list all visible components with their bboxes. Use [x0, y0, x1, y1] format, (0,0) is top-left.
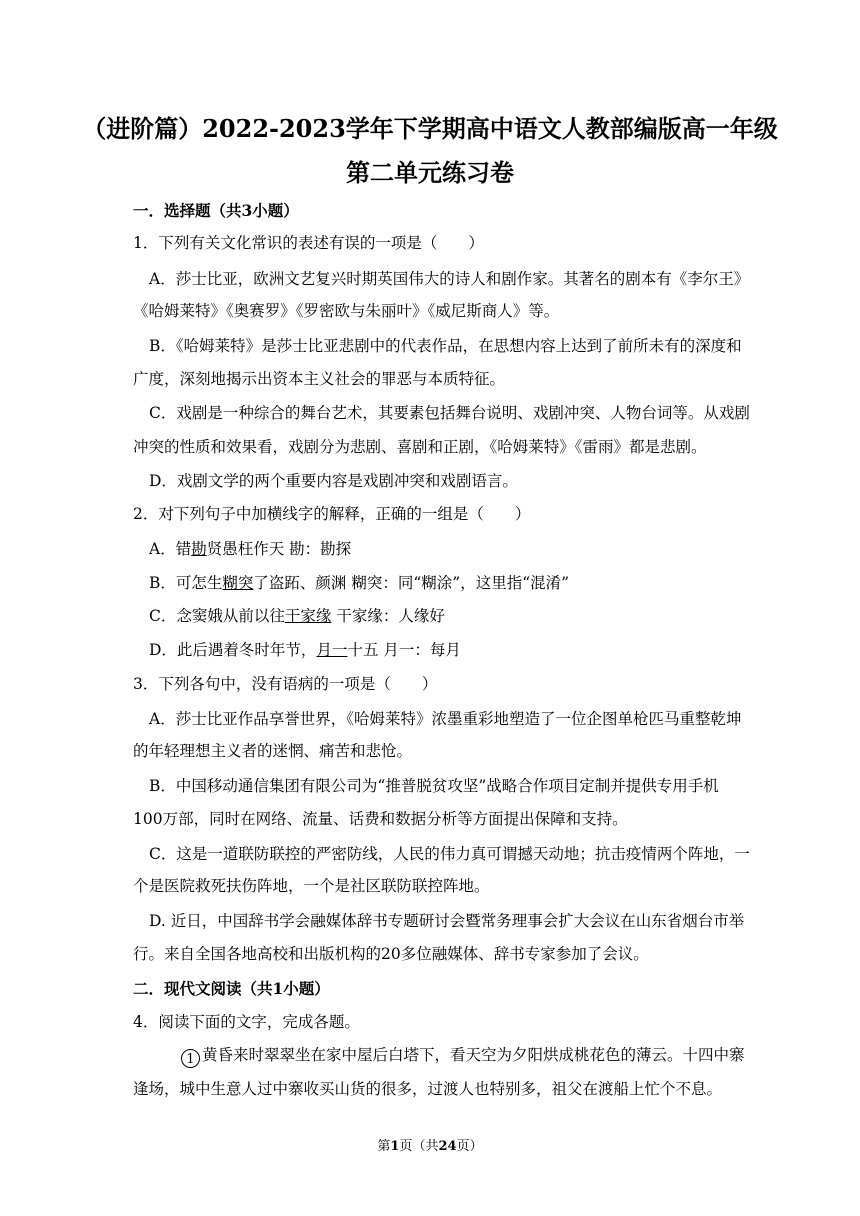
q3-option-d-line2: 行。来自全国各地高校和出版机构的20多位融媒体、辞书专家参加了会议。 — [133, 945, 649, 963]
q1-option-b-line1: B．《哈姆莱特》是莎士比亚悲剧中的代表作品，在思想内容上达到了前所未有的深度和 — [149, 337, 742, 355]
q3-option-a-line1: A．莎士比亚作品享誉世界，《哈姆莱特》浓墨重彩地塑造了一位企图单枪匹马重整乾坤 — [149, 710, 742, 728]
q2-option-c: C．念窦娥从前以往干家缘 干家缘：人缘好 — [149, 607, 445, 625]
section-2-heading: 二．现代文阅读（共1小题） — [133, 979, 330, 998]
q2-option-b: B．可怎生糊突了盗跖、颜渊 糊突：同“糊涂”，这里指“混淆” — [149, 574, 570, 592]
underlined-char: 干家缘 — [284, 607, 332, 625]
q3-option-d-line1: D. 近日，中国辞书学会融媒体辞书专题研讨会暨常务理事会扩大会议在山东省烟台市举 — [149, 912, 745, 930]
q2-option-d: D．此后遇着冬时年节，月一十五 月一：每月 — [149, 641, 461, 659]
q1-option-b-line2: 广度，深刻地揭示出资本主义社会的罪恶与本质特征。 — [133, 370, 506, 388]
q3-option-b-line2: 100万部，同时在网络、流量、话费和数据分析等方面提出保障和支持。 — [133, 810, 628, 828]
q3-option-b-line1: B．中国移动通信集团有限公司为“推普脱贫攻坚”战略合作项目定制并提供专用手机 — [149, 777, 719, 795]
section-1-heading: 一．选择题（共3小题） — [133, 201, 299, 220]
q3-option-c-line2: 个是医院救死扶伤阵地，一个是社区联防联控阵地。 — [133, 877, 490, 895]
q3-option-c-line1: C．这是一道联防联控的严密防线，人民的伟力真可谓撼天动地；抗击疫情两个阵地，一 — [149, 845, 750, 863]
total-page-count: 24 — [438, 1139, 457, 1154]
underlined-char: 糊突 — [222, 574, 254, 592]
q1-stem: 1．下列有关文化常识的表述有误的一项是（ ） — [133, 234, 484, 252]
q2-option-a: A．错勘贤愚枉作天 勘：勘探 — [149, 540, 352, 558]
q1-option-d: D．戏剧文学的两个重要内容是戏剧冲突和戏剧语言。 — [149, 472, 518, 490]
q1-option-a-line2: 《哈姆莱特》《奥赛罗》《罗密欧与朱丽叶》《威尼斯商人》等。 — [133, 302, 560, 320]
q1-option-a-line1: A．莎士比亚，欧洲文艺复兴时期英国伟大的诗人和剧作家。其著名的剧本有《李尔王》 — [149, 270, 750, 288]
q1-option-c-line1: C．戏剧是一种综合的舞台艺术，其要素包括舞台说明、戏剧冲突、人物台词等。从戏剧 — [149, 404, 750, 422]
q3-stem: 3．下列各句中，没有语病的一项是（ ） — [133, 675, 438, 693]
q4-stem: 4．阅读下面的文字，完成各题。 — [133, 1013, 360, 1031]
paragraph-number-circle: 1 — [181, 1049, 200, 1068]
q3-option-a-line2: 的年轻理想主义者的迷惘、痛苦和悲怆。 — [133, 742, 413, 760]
underlined-char: 月一 — [316, 641, 348, 659]
underlined-char: 勘 — [191, 540, 207, 558]
q4-paragraph-line2: 逢场，城中生意人过中寨收买山货的很多，过渡人也特别多，祖父在渡船上忙个不息。 — [133, 1080, 723, 1098]
q2-stem: 2．对下列句子中加横线字的解释，正确的一组是（ ） — [133, 505, 531, 523]
q4-paragraph-line1: 1 黄昏来时翠翠坐在家中屋后白塔下，看天空为夕阳烘成桃花色的薄云。十四中寨 — [181, 1048, 745, 1068]
current-page-number: 1 — [390, 1139, 400, 1154]
page-footer: 第1页（共24页） — [377, 1139, 483, 1154]
title-line-2: 第二单元练习卷 — [346, 158, 514, 187]
title-line-1: （进阶篇）2022-2023学年下学期高中语文人教部编版高一年级 — [82, 114, 778, 143]
q1-option-c-line2: 冲突的性质和效果看，戏剧分为悲剧、喜剧和正剧，《哈姆莱特》《雷雨》都是悲剧。 — [133, 438, 707, 456]
